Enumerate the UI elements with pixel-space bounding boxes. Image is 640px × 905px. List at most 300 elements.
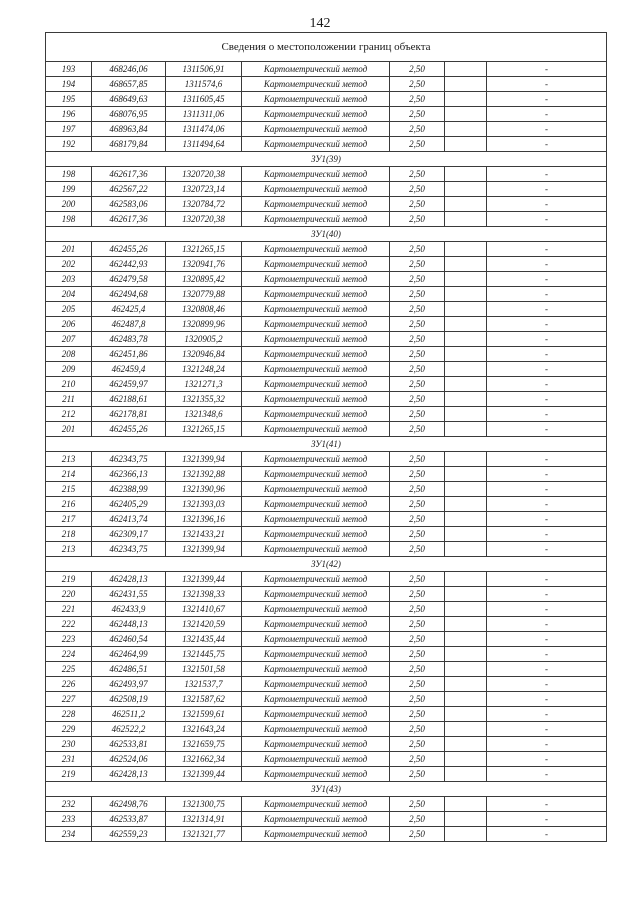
- coordinate-x-cell: 462451,86: [92, 347, 166, 362]
- method-cell: Картометрический метод: [242, 242, 390, 257]
- coordinate-x-cell: 462178,81: [92, 407, 166, 422]
- blank-cell: [445, 422, 487, 437]
- method-cell: Картометрический метод: [242, 272, 390, 287]
- coordinate-x-cell: 462366,13: [92, 467, 166, 482]
- note-cell: -: [487, 677, 607, 692]
- table-row: [46, 797, 607, 812]
- blank-cell: [445, 677, 487, 692]
- table-row: [46, 647, 607, 662]
- boundary-table: [45, 32, 607, 842]
- point-number-cell: 203: [46, 272, 92, 287]
- method-cell: Картометрический метод: [242, 572, 390, 587]
- coordinate-y-cell: 1321420,59: [166, 617, 242, 632]
- blank-cell: [445, 347, 487, 362]
- blank-cell: [445, 647, 487, 662]
- coordinate-x-cell: 462343,75: [92, 542, 166, 557]
- page-number: 142: [309, 16, 331, 31]
- accuracy-cell: 2,50: [390, 542, 445, 557]
- accuracy-cell: 2,50: [390, 662, 445, 677]
- point-number-cell: 216: [46, 497, 92, 512]
- coordinate-y-cell: 1320720,38: [166, 212, 242, 227]
- point-number-cell: 222: [46, 617, 92, 632]
- point-number-cell: 213: [46, 452, 92, 467]
- blank-cell: [445, 272, 487, 287]
- method-cell: Картометрический метод: [242, 632, 390, 647]
- method-cell: Картометрический метод: [242, 617, 390, 632]
- blank-cell: [445, 77, 487, 92]
- table-row: [46, 767, 607, 782]
- accuracy-cell: 2,50: [390, 722, 445, 737]
- blank-cell: [445, 797, 487, 812]
- coordinate-y-cell: 1321410,67: [166, 602, 242, 617]
- blank-cell: [445, 752, 487, 767]
- coordinate-x-cell: 462425,4: [92, 302, 166, 317]
- method-cell: Картометрический метод: [242, 677, 390, 692]
- table-row: [46, 92, 607, 107]
- note-cell: -: [487, 722, 607, 737]
- accuracy-cell: 2,50: [390, 92, 445, 107]
- table-row: [46, 572, 607, 587]
- note-cell: -: [487, 257, 607, 272]
- method-cell: Картометрический метод: [242, 812, 390, 827]
- blank-cell: [445, 242, 487, 257]
- point-number-cell: 233: [46, 812, 92, 827]
- note-cell: -: [487, 182, 607, 197]
- method-cell: Картометрический метод: [242, 707, 390, 722]
- method-cell: Картометрический метод: [242, 407, 390, 422]
- coordinate-y-cell: 1320723,14: [166, 182, 242, 197]
- accuracy-cell: 2,50: [390, 347, 445, 362]
- accuracy-cell: 2,50: [390, 812, 445, 827]
- coordinate-y-cell: 1311474,06: [166, 122, 242, 137]
- method-cell: Картометрический метод: [242, 362, 390, 377]
- point-number-cell: 217: [46, 512, 92, 527]
- method-cell: Картометрический метод: [242, 452, 390, 467]
- table-row: [46, 512, 607, 527]
- coordinate-y-cell: 1321599,61: [166, 707, 242, 722]
- method-cell: Картометрический метод: [242, 482, 390, 497]
- accuracy-cell: 2,50: [390, 677, 445, 692]
- accuracy-cell: 2,50: [390, 632, 445, 647]
- point-number-cell: 228: [46, 707, 92, 722]
- coordinate-y-cell: 1311605,45: [166, 92, 242, 107]
- coordinate-x-cell: 462431,55: [92, 587, 166, 602]
- point-number-cell: 213: [46, 542, 92, 557]
- method-cell: Картометрический метод: [242, 107, 390, 122]
- table-row: [46, 497, 607, 512]
- note-cell: -: [487, 212, 607, 227]
- table-row: [46, 137, 607, 152]
- point-number-cell: 207: [46, 332, 92, 347]
- section-label: ЗУ1(43): [46, 782, 607, 797]
- point-number-cell: 223: [46, 632, 92, 647]
- note-cell: -: [487, 167, 607, 182]
- coordinate-x-cell: 462617,36: [92, 212, 166, 227]
- coordinate-x-cell: 462405,29: [92, 497, 166, 512]
- coordinate-x-cell: 462464,99: [92, 647, 166, 662]
- note-cell: -: [487, 812, 607, 827]
- note-cell: -: [487, 752, 607, 767]
- blank-cell: [445, 812, 487, 827]
- title-row: [46, 33, 607, 62]
- table-row: [46, 407, 607, 422]
- coordinate-x-cell: 462522,2: [92, 722, 166, 737]
- coordinate-y-cell: 1320720,38: [166, 167, 242, 182]
- section-label: ЗУ1(41): [46, 437, 607, 452]
- method-cell: Картометрический метод: [242, 422, 390, 437]
- accuracy-cell: 2,50: [390, 107, 445, 122]
- blank-cell: [445, 137, 487, 152]
- coordinate-y-cell: 1320899,96: [166, 317, 242, 332]
- method-cell: Картометрический метод: [242, 167, 390, 182]
- blank-cell: [445, 512, 487, 527]
- coordinate-y-cell: 1321433,21: [166, 527, 242, 542]
- method-cell: Картометрический метод: [242, 287, 390, 302]
- note-cell: -: [487, 572, 607, 587]
- accuracy-cell: 2,50: [390, 77, 445, 92]
- accuracy-cell: 2,50: [390, 332, 445, 347]
- table-row: [46, 122, 607, 137]
- table-row: [46, 587, 607, 602]
- blank-cell: [445, 167, 487, 182]
- method-cell: Картометрический метод: [242, 332, 390, 347]
- blank-cell: [445, 617, 487, 632]
- point-number-cell: 204: [46, 287, 92, 302]
- blank-cell: [445, 287, 487, 302]
- point-number-cell: 229: [46, 722, 92, 737]
- accuracy-cell: 2,50: [390, 482, 445, 497]
- coordinate-x-cell: 462493,97: [92, 677, 166, 692]
- blank-cell: [445, 122, 487, 137]
- accuracy-cell: 2,50: [390, 797, 445, 812]
- method-cell: Картометрический метод: [242, 587, 390, 602]
- note-cell: -: [487, 317, 607, 332]
- coordinate-y-cell: 1321355,32: [166, 392, 242, 407]
- coordinate-x-cell: 462459,97: [92, 377, 166, 392]
- blank-cell: [445, 197, 487, 212]
- coordinate-y-cell: 1321390,96: [166, 482, 242, 497]
- coordinate-y-cell: 1321392,88: [166, 467, 242, 482]
- section-label: ЗУ1(42): [46, 557, 607, 572]
- point-number-cell: 197: [46, 122, 92, 137]
- point-number-cell: 231: [46, 752, 92, 767]
- blank-cell: [445, 362, 487, 377]
- section-row: [46, 557, 607, 572]
- coordinate-y-cell: 1321445,75: [166, 647, 242, 662]
- accuracy-cell: 2,50: [390, 407, 445, 422]
- note-cell: -: [487, 62, 607, 77]
- coordinate-x-cell: 462511,2: [92, 707, 166, 722]
- method-cell: Картометрический метод: [242, 197, 390, 212]
- note-cell: -: [487, 287, 607, 302]
- blank-cell: [445, 92, 487, 107]
- coordinate-x-cell: 462460,54: [92, 632, 166, 647]
- coordinate-x-cell: 462433,9: [92, 602, 166, 617]
- coordinate-y-cell: 1311311,06: [166, 107, 242, 122]
- coordinate-y-cell: 1320941,76: [166, 257, 242, 272]
- accuracy-cell: 2,50: [390, 317, 445, 332]
- accuracy-cell: 2,50: [390, 527, 445, 542]
- method-cell: Картометрический метод: [242, 257, 390, 272]
- table-row: [46, 107, 607, 122]
- coordinate-y-cell: 1311574,6: [166, 77, 242, 92]
- note-cell: -: [487, 707, 607, 722]
- coordinate-x-cell: 462428,13: [92, 767, 166, 782]
- accuracy-cell: 2,50: [390, 362, 445, 377]
- method-cell: Картометрический метод: [242, 797, 390, 812]
- note-cell: -: [487, 452, 607, 467]
- table-row: [46, 257, 607, 272]
- coordinate-x-cell: 462487,8: [92, 317, 166, 332]
- blank-cell: [445, 332, 487, 347]
- accuracy-cell: 2,50: [390, 182, 445, 197]
- method-cell: Картометрический метод: [242, 377, 390, 392]
- coordinate-x-cell: 468649,63: [92, 92, 166, 107]
- accuracy-cell: 2,50: [390, 617, 445, 632]
- note-cell: -: [487, 392, 607, 407]
- accuracy-cell: 2,50: [390, 242, 445, 257]
- blank-cell: [445, 482, 487, 497]
- coordinate-x-cell: 468076,95: [92, 107, 166, 122]
- note-cell: -: [487, 137, 607, 152]
- blank-cell: [445, 212, 487, 227]
- point-number-cell: 198: [46, 212, 92, 227]
- coordinate-y-cell: 1320946,84: [166, 347, 242, 362]
- coordinate-x-cell: 462343,75: [92, 452, 166, 467]
- table-row: [46, 632, 607, 647]
- method-cell: Картометрический метод: [242, 722, 390, 737]
- coordinate-y-cell: 1321398,33: [166, 587, 242, 602]
- coordinate-y-cell: 1321396,16: [166, 512, 242, 527]
- note-cell: -: [487, 197, 607, 212]
- accuracy-cell: 2,50: [390, 377, 445, 392]
- method-cell: Картометрический метод: [242, 302, 390, 317]
- table-row: [46, 422, 607, 437]
- coordinate-x-cell: 468179,84: [92, 137, 166, 152]
- coordinate-y-cell: 1321300,75: [166, 797, 242, 812]
- point-number-cell: 218: [46, 527, 92, 542]
- blank-cell: [445, 62, 487, 77]
- coordinate-y-cell: 1321321,77: [166, 827, 242, 842]
- coordinate-x-cell: 468963,84: [92, 122, 166, 137]
- point-number-cell: 234: [46, 827, 92, 842]
- method-cell: Картометрический метод: [242, 737, 390, 752]
- note-cell: -: [487, 347, 607, 362]
- accuracy-cell: 2,50: [390, 167, 445, 182]
- accuracy-cell: 2,50: [390, 707, 445, 722]
- section-row: [46, 437, 607, 452]
- method-cell: Картометрический метод: [242, 602, 390, 617]
- table-row: [46, 677, 607, 692]
- note-cell: -: [487, 107, 607, 122]
- blank-cell: [445, 767, 487, 782]
- table-row: [46, 332, 607, 347]
- blank-cell: [445, 392, 487, 407]
- blank-cell: [445, 302, 487, 317]
- coordinate-y-cell: 1321271,3: [166, 377, 242, 392]
- blank-cell: [445, 377, 487, 392]
- point-number-cell: 192: [46, 137, 92, 152]
- note-cell: -: [487, 122, 607, 137]
- section-row: [46, 782, 607, 797]
- note-cell: -: [487, 512, 607, 527]
- method-cell: Картометрический метод: [242, 767, 390, 782]
- coordinate-x-cell: 462455,26: [92, 242, 166, 257]
- coordinate-x-cell: 462494,68: [92, 287, 166, 302]
- coordinate-x-cell: 462448,13: [92, 617, 166, 632]
- note-cell: -: [487, 302, 607, 317]
- method-cell: Картометрический метод: [242, 662, 390, 677]
- table-row: [46, 392, 607, 407]
- note-cell: -: [487, 767, 607, 782]
- coordinate-x-cell: 462533,81: [92, 737, 166, 752]
- method-cell: Картометрический метод: [242, 77, 390, 92]
- coordinate-y-cell: 1311506,91: [166, 62, 242, 77]
- accuracy-cell: 2,50: [390, 452, 445, 467]
- table-row: [46, 467, 607, 482]
- table-row: [46, 242, 607, 257]
- note-cell: -: [487, 332, 607, 347]
- point-number-cell: 224: [46, 647, 92, 662]
- method-cell: Картометрический метод: [242, 182, 390, 197]
- note-cell: -: [487, 587, 607, 602]
- point-number-cell: 214: [46, 467, 92, 482]
- point-number-cell: 210: [46, 377, 92, 392]
- point-number-cell: 199: [46, 182, 92, 197]
- table-row: [46, 737, 607, 752]
- note-cell: -: [487, 617, 607, 632]
- table-title: Сведения о местоположении границ объекта: [46, 33, 607, 62]
- note-cell: -: [487, 692, 607, 707]
- note-cell: -: [487, 407, 607, 422]
- accuracy-cell: 2,50: [390, 467, 445, 482]
- point-number-cell: 220: [46, 587, 92, 602]
- table-row: [46, 272, 607, 287]
- method-cell: Картометрический метод: [242, 62, 390, 77]
- accuracy-cell: 2,50: [390, 257, 445, 272]
- blank-cell: [445, 452, 487, 467]
- coordinate-x-cell: 462617,36: [92, 167, 166, 182]
- note-cell: -: [487, 482, 607, 497]
- coordinate-y-cell: 1321399,94: [166, 542, 242, 557]
- point-number-cell: 201: [46, 422, 92, 437]
- table-row: [46, 302, 607, 317]
- note-cell: -: [487, 632, 607, 647]
- table-body: [46, 33, 607, 842]
- coordinate-y-cell: 1320905,2: [166, 332, 242, 347]
- blank-cell: [445, 587, 487, 602]
- point-number-cell: 226: [46, 677, 92, 692]
- coordinate-y-cell: 1321587,62: [166, 692, 242, 707]
- point-number-cell: 227: [46, 692, 92, 707]
- accuracy-cell: 2,50: [390, 272, 445, 287]
- blank-cell: [445, 527, 487, 542]
- accuracy-cell: 2,50: [390, 587, 445, 602]
- note-cell: -: [487, 422, 607, 437]
- coordinate-y-cell: 1321435,44: [166, 632, 242, 647]
- table-row: [46, 617, 607, 632]
- note-cell: -: [487, 797, 607, 812]
- coordinate-x-cell: 468246,06: [92, 62, 166, 77]
- note-cell: -: [487, 647, 607, 662]
- table-row: [46, 692, 607, 707]
- note-cell: -: [487, 827, 607, 842]
- point-number-cell: 205: [46, 302, 92, 317]
- table-row: [46, 602, 607, 617]
- coordinate-x-cell: 462583,06: [92, 197, 166, 212]
- point-number-cell: 221: [46, 602, 92, 617]
- section-label: ЗУ1(39): [46, 152, 607, 167]
- blank-cell: [445, 182, 487, 197]
- table-row: [46, 362, 607, 377]
- method-cell: Картометрический метод: [242, 467, 390, 482]
- coordinate-y-cell: 1321501,58: [166, 662, 242, 677]
- accuracy-cell: 2,50: [390, 827, 445, 842]
- accuracy-cell: 2,50: [390, 122, 445, 137]
- note-cell: -: [487, 602, 607, 617]
- coordinate-y-cell: 1321265,15: [166, 422, 242, 437]
- point-number-cell: 215: [46, 482, 92, 497]
- method-cell: Картометрический метод: [242, 92, 390, 107]
- accuracy-cell: 2,50: [390, 287, 445, 302]
- accuracy-cell: 2,50: [390, 212, 445, 227]
- coordinate-x-cell: 462508,19: [92, 692, 166, 707]
- point-number-cell: 208: [46, 347, 92, 362]
- method-cell: Картометрический метод: [242, 392, 390, 407]
- section-label: ЗУ1(40): [46, 227, 607, 242]
- point-number-cell: 212: [46, 407, 92, 422]
- coordinate-x-cell: 462388,99: [92, 482, 166, 497]
- blank-cell: [445, 737, 487, 752]
- coordinate-x-cell: 462479,58: [92, 272, 166, 287]
- table-row: [46, 452, 607, 467]
- coordinate-y-cell: 1320779,88: [166, 287, 242, 302]
- coordinate-x-cell: 462483,78: [92, 332, 166, 347]
- note-cell: -: [487, 497, 607, 512]
- table-row: [46, 752, 607, 767]
- note-cell: -: [487, 737, 607, 752]
- method-cell: Картометрический метод: [242, 347, 390, 362]
- table-row: [46, 377, 607, 392]
- accuracy-cell: 2,50: [390, 602, 445, 617]
- blank-cell: [445, 542, 487, 557]
- blank-cell: [445, 602, 487, 617]
- table-row: [46, 347, 607, 362]
- point-number-cell: 198: [46, 167, 92, 182]
- accuracy-cell: 2,50: [390, 752, 445, 767]
- accuracy-cell: 2,50: [390, 737, 445, 752]
- accuracy-cell: 2,50: [390, 497, 445, 512]
- blank-cell: [445, 497, 487, 512]
- accuracy-cell: 2,50: [390, 137, 445, 152]
- section-row: [46, 227, 607, 242]
- method-cell: Картометрический метод: [242, 527, 390, 542]
- note-cell: -: [487, 377, 607, 392]
- method-cell: Картометрический метод: [242, 317, 390, 332]
- method-cell: Картометрический метод: [242, 212, 390, 227]
- table-row: [46, 542, 607, 557]
- accuracy-cell: 2,50: [390, 62, 445, 77]
- coordinate-x-cell: 462428,13: [92, 572, 166, 587]
- coordinate-y-cell: 1321314,91: [166, 812, 242, 827]
- blank-cell: [445, 662, 487, 677]
- section-row: [46, 152, 607, 167]
- blank-cell: [445, 707, 487, 722]
- blank-cell: [445, 257, 487, 272]
- coordinate-y-cell: 1321537,7: [166, 677, 242, 692]
- table-row: [46, 722, 607, 737]
- coordinate-y-cell: 1320784,72: [166, 197, 242, 212]
